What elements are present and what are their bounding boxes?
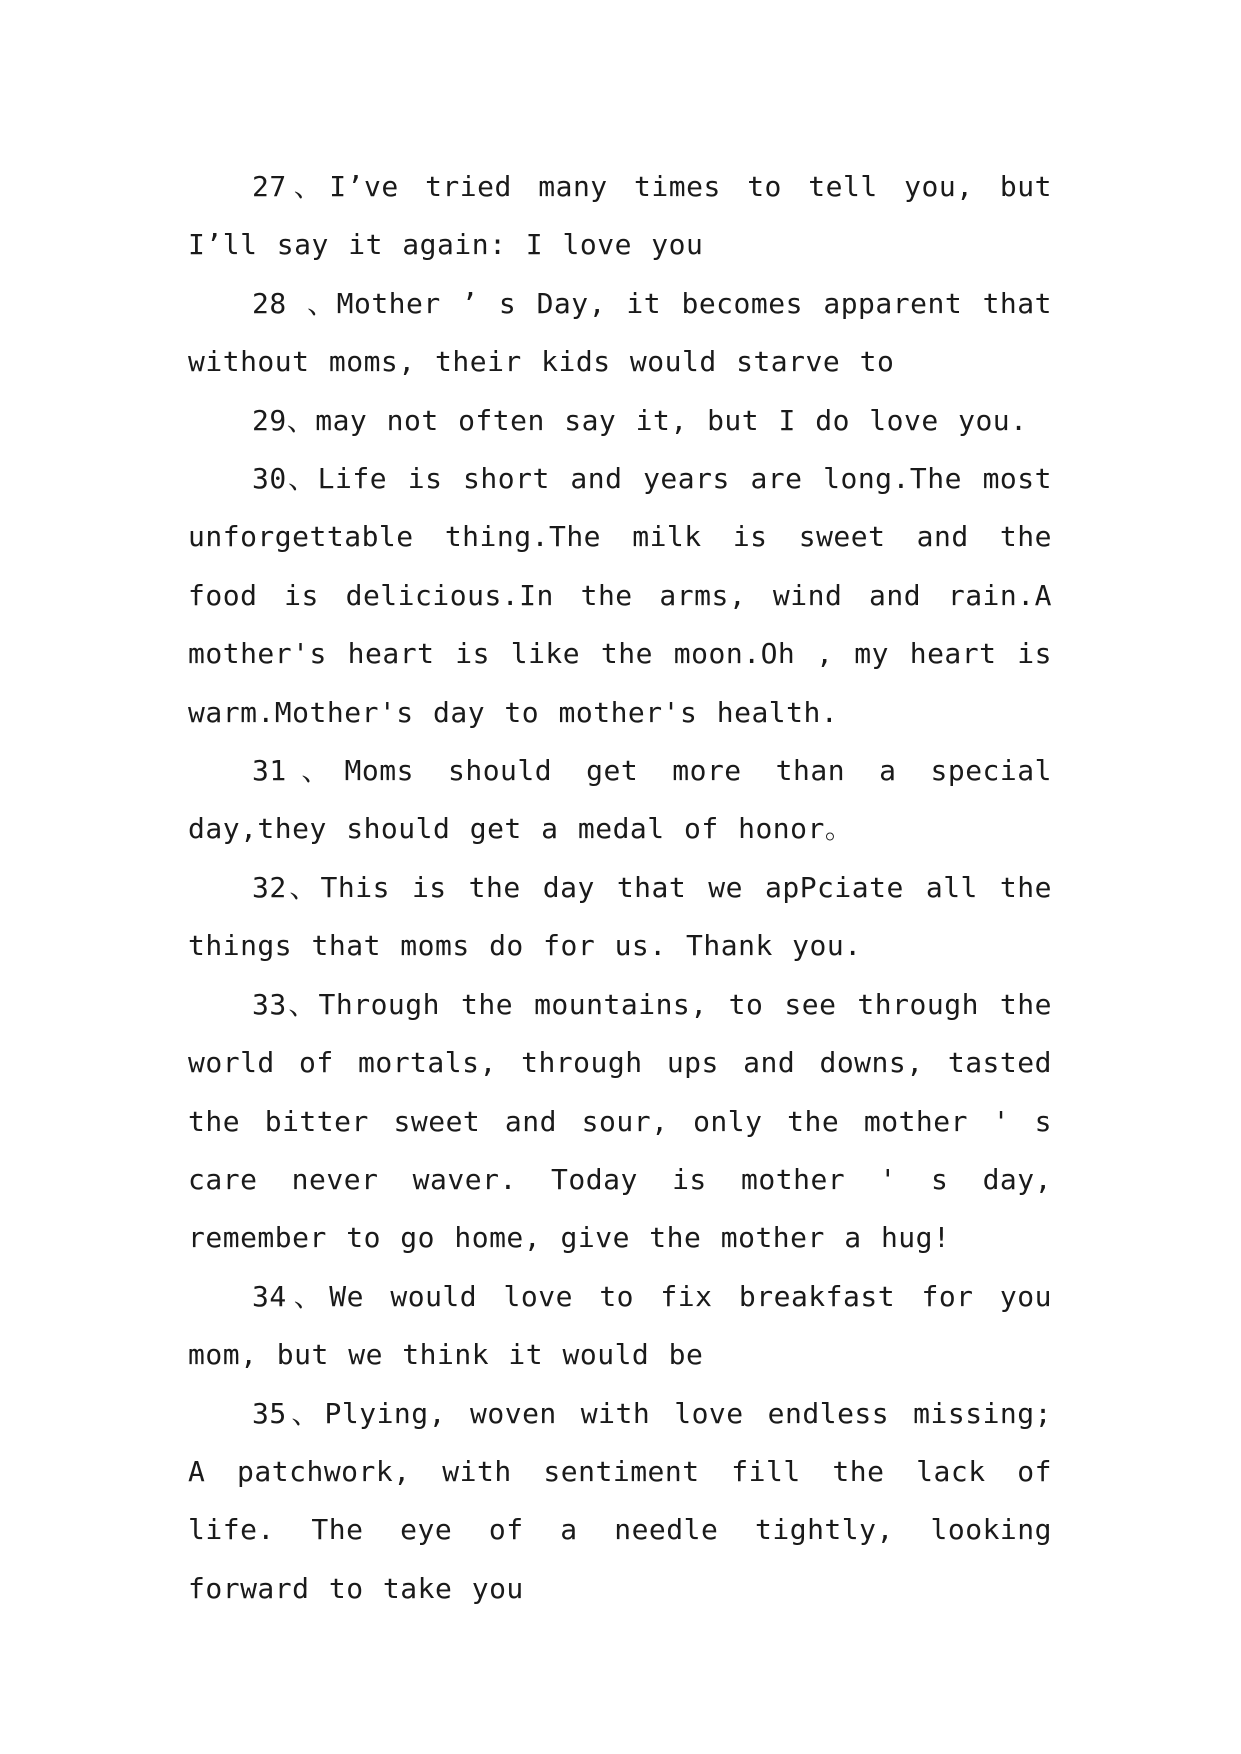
paragraph-30: 30、Life is short and years are long.The most unforgettable thing.The milk is sweet and the food is delicious.In the arms, wind and rain.A mother's heart is like the moon.Oh , my heart is warm.Mother's day to mother's health. bbox=[188, 462, 1052, 729]
paragraph-33: 33、Through the mountains, to see through the world of mortals, through ups and downs, tasted the bitter sweet and sour, only the mother ' s care never waver. Today is mother ' s day, remember to go home, give the mother a hug! bbox=[188, 987, 1052, 1255]
document-body bbox=[188, 158, 1052, 1618]
paragraph-28: 28 、Mother ’ s Day, it becomes apparent that without moms, their kids would starve to bbox=[188, 286, 1052, 379]
paragraph-31: 31、Moms should get more than a special day,they should get a medal of honor。 bbox=[188, 754, 1052, 846]
paragraph-34: 34、We would love to fix breakfast for you mom, but we think it would be bbox=[188, 1279, 1052, 1372]
paragraph-27: 27、I’ve tried many times to tell you, but I’ll say it again: I love you bbox=[188, 170, 1052, 262]
paragraph-35: 35、Plying, woven with love endless missing; A patchwork, with sentiment fill the lack of life. The eye of a needle tightly, looking forward to take you bbox=[188, 1396, 1052, 1605]
paragraph-29: 29、may not often say it, but I do love you. bbox=[252, 403, 1028, 437]
paragraph-32: 32、This is the day that we apPciate all the things that moms do for us. Thank you. bbox=[188, 870, 1052, 963]
